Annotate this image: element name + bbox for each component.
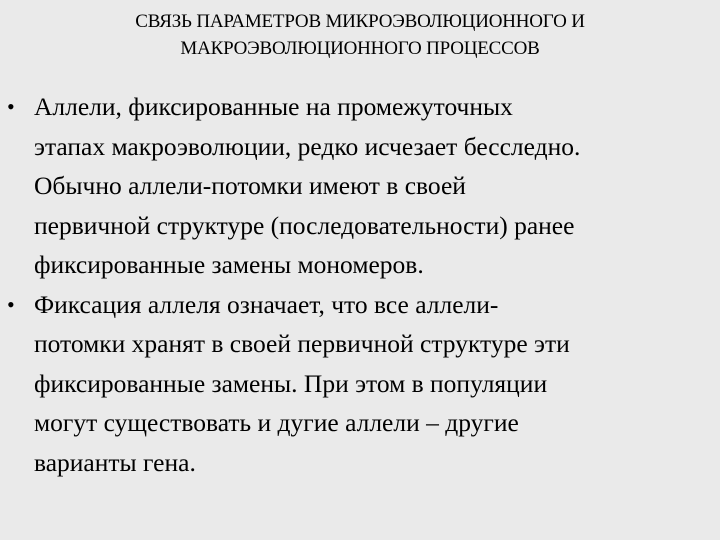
bullet-1-line-4: первичной структуре (последовательности) ранее [34, 210, 575, 240]
bullet-2-line-4: могут существовать и дугие аллели – другие [34, 408, 519, 437]
slide-title-line-2: МАКРОЭВОЛЮЦИОННОГО ПРОЦЕССОВ [180, 38, 540, 59]
bullet-1-line-5: фиксированные замены мономеров. [34, 250, 424, 279]
bullet-1-line-3: Обычно аллели-потомки имеют в своей [34, 171, 466, 200]
bullet-2-line-5: варианты гена. [34, 447, 196, 477]
bullet-item-2 [0, 285, 720, 483]
bullet-2-line-2: потомки хранят в своей первичной структуре эти [34, 329, 570, 358]
slide-title [60, 8, 660, 62]
slide-title-line-1: СВЯЗЬ ПАРАМЕТРОВ МИКРОЭВОЛЮЦИОННОГО И [135, 11, 585, 32]
bullet-2-line-3: фиксированные замены. При этом в популяции [34, 368, 548, 398]
bullet-2-line-1: Фиксация аллеля означает, что все аллели- [34, 289, 499, 319]
bullet-item-1 [0, 87, 720, 285]
bullet-marker: • [7, 94, 15, 119]
bullet-marker: • [7, 291, 15, 317]
bullet-1-line-2: этапах макроэволюции, редко исчезает бесследно. [34, 131, 581, 161]
bullet-list [0, 87, 720, 482]
bullet-1-line-1: Аллели, фиксированные на промежуточных [34, 92, 513, 121]
